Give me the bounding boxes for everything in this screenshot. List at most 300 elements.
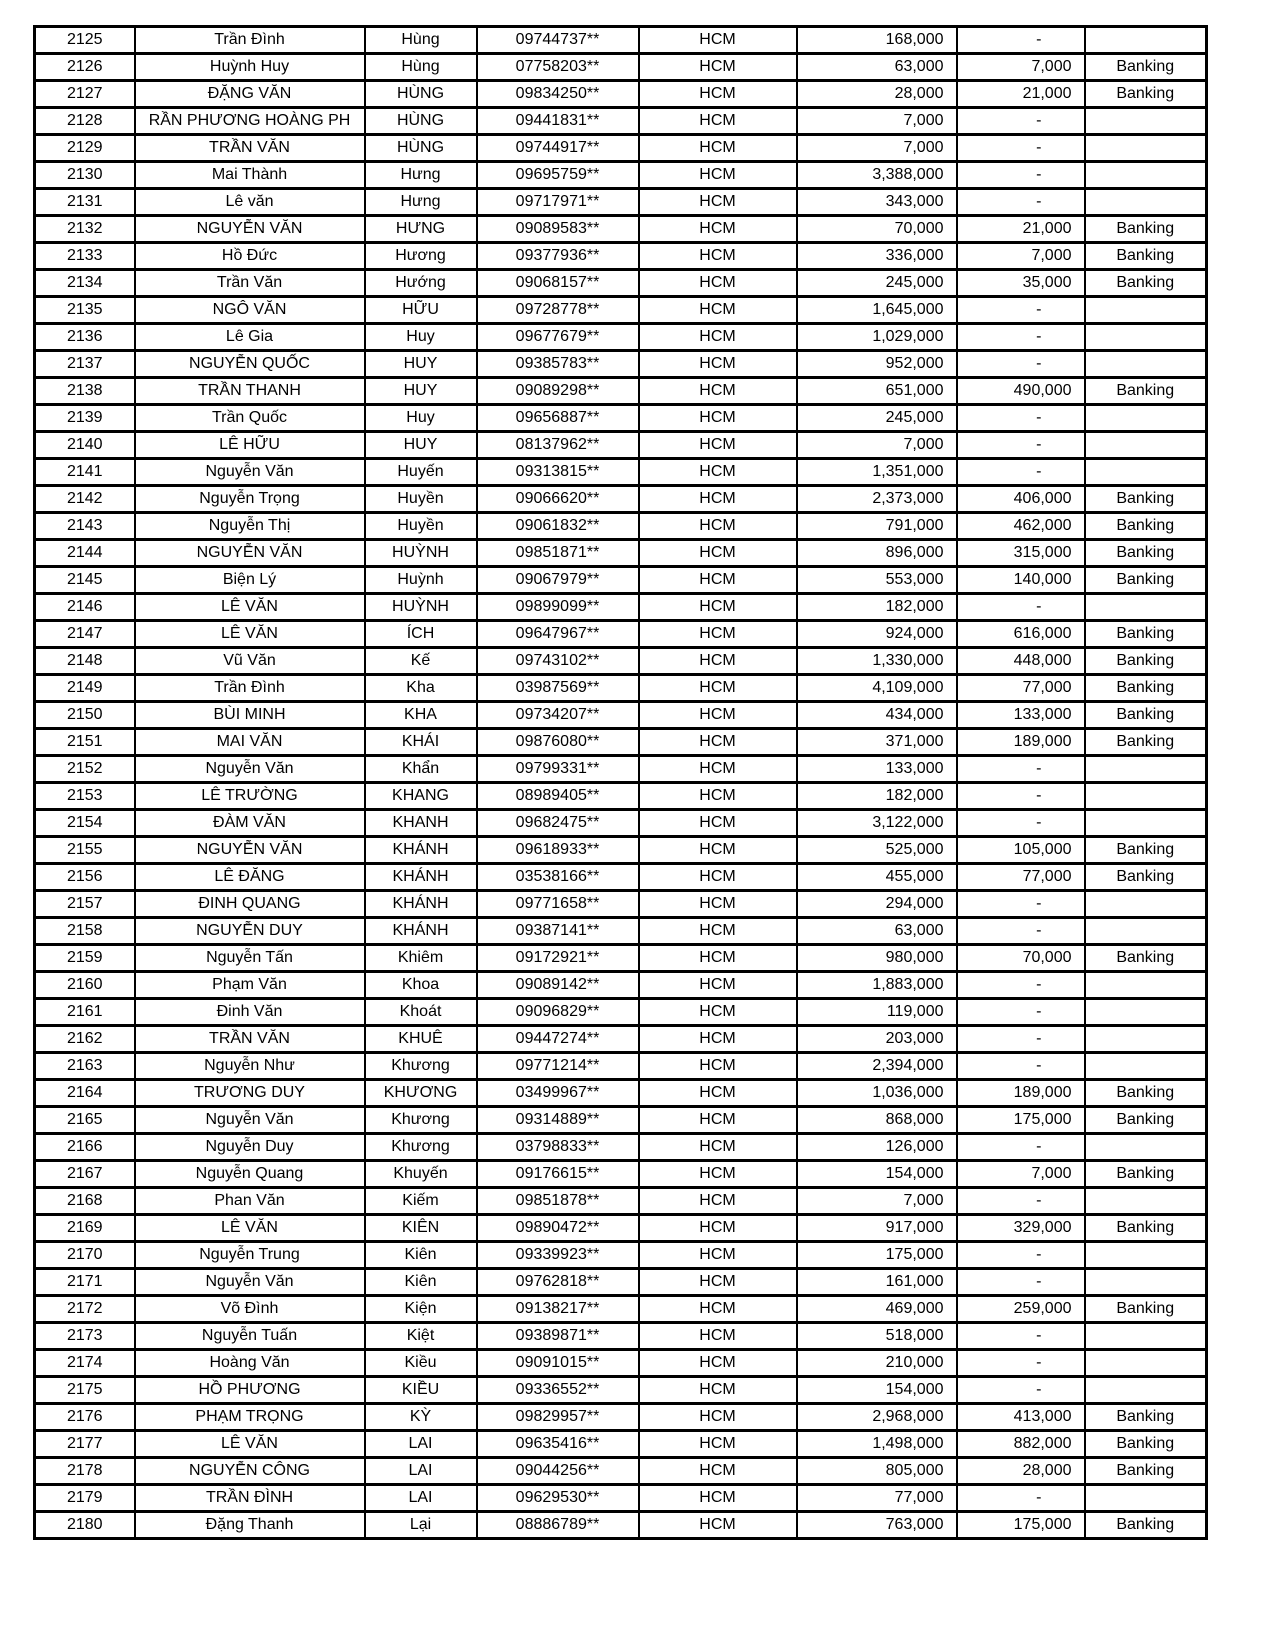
cell-last-name: HÙNG — [365, 81, 477, 108]
cell-city: HCM — [639, 945, 797, 972]
table-row — [35, 729, 1207, 756]
cell-first-name: ĐẶNG VĂN — [135, 81, 365, 108]
cell-phone: 09389871** — [477, 1323, 639, 1350]
cell-first-name: Lê văn — [135, 189, 365, 216]
cell-phone: 09728778** — [477, 297, 639, 324]
cell-amount-1: 182,000 — [797, 594, 957, 621]
cell-amount-1: 1,498,000 — [797, 1431, 957, 1458]
cell-amount-1: 2,394,000 — [797, 1053, 957, 1080]
cell-id: 2128 — [35, 108, 135, 135]
cell-amount-1: 868,000 — [797, 1107, 957, 1134]
cell-payment-method — [1085, 1269, 1207, 1296]
table-row — [35, 108, 1207, 135]
cell-last-name: Khuyến — [365, 1161, 477, 1188]
cell-first-name: LÊ HỮU — [135, 432, 365, 459]
cell-phone: 09068157** — [477, 270, 639, 297]
cell-last-name: HÙNG — [365, 135, 477, 162]
cell-amount-1: 4,109,000 — [797, 675, 957, 702]
table-row — [35, 1512, 1207, 1539]
cell-amount-2: - — [957, 1323, 1085, 1350]
cell-last-name: Kha — [365, 675, 477, 702]
table-row — [35, 1134, 1207, 1161]
cell-payment-method — [1085, 783, 1207, 810]
cell-city: HCM — [639, 891, 797, 918]
cell-city: HCM — [639, 1215, 797, 1242]
cell-phone: 09066620** — [477, 486, 639, 513]
table-body — [35, 27, 1207, 1539]
cell-first-name: Nguyễn Tấn — [135, 945, 365, 972]
cell-payment-method — [1085, 756, 1207, 783]
table-row — [35, 918, 1207, 945]
cell-payment-method: Banking — [1085, 1458, 1207, 1485]
cell-amount-1: 7,000 — [797, 1188, 957, 1215]
table-row — [35, 459, 1207, 486]
cell-payment-method: Banking — [1085, 567, 1207, 594]
table-row — [35, 1323, 1207, 1350]
cell-amount-2: 175,000 — [957, 1512, 1085, 1539]
table-row — [35, 540, 1207, 567]
cell-amount-2: - — [957, 1350, 1085, 1377]
cell-last-name: Hùng — [365, 27, 477, 54]
cell-phone: 09096829** — [477, 999, 639, 1026]
cell-city: HCM — [639, 243, 797, 270]
cell-city: HCM — [639, 378, 797, 405]
cell-city: HCM — [639, 351, 797, 378]
cell-last-name: KHƯƠNG — [365, 1080, 477, 1107]
cell-id: 2173 — [35, 1323, 135, 1350]
cell-id: 2165 — [35, 1107, 135, 1134]
cell-first-name: NGÔ VĂN — [135, 297, 365, 324]
cell-first-name: Phạm Văn — [135, 972, 365, 999]
cell-last-name: KỲ — [365, 1404, 477, 1431]
cell-last-name: HUỲNH — [365, 594, 477, 621]
cell-last-name: Khương — [365, 1053, 477, 1080]
cell-id: 2170 — [35, 1242, 135, 1269]
cell-phone: 09890472** — [477, 1215, 639, 1242]
cell-last-name: Huỳnh — [365, 567, 477, 594]
cell-id: 2137 — [35, 351, 135, 378]
table-row — [35, 864, 1207, 891]
cell-amount-1: 952,000 — [797, 351, 957, 378]
cell-payment-method — [1085, 594, 1207, 621]
cell-phone: 09744737** — [477, 27, 639, 54]
cell-payment-method: Banking — [1085, 243, 1207, 270]
cell-amount-2: 21,000 — [957, 81, 1085, 108]
cell-city: HCM — [639, 189, 797, 216]
table-row — [35, 351, 1207, 378]
cell-amount-1: 154,000 — [797, 1377, 957, 1404]
cell-city: HCM — [639, 486, 797, 513]
cell-phone: 03538166** — [477, 864, 639, 891]
cell-amount-1: 2,968,000 — [797, 1404, 957, 1431]
table-row — [35, 1188, 1207, 1215]
cell-amount-1: 336,000 — [797, 243, 957, 270]
cell-last-name: LAI — [365, 1458, 477, 1485]
cell-payment-method: Banking — [1085, 1404, 1207, 1431]
cell-amount-2: 462,000 — [957, 513, 1085, 540]
cell-amount-2: 448,000 — [957, 648, 1085, 675]
cell-last-name: KHÁNH — [365, 918, 477, 945]
cell-amount-1: 1,036,000 — [797, 1080, 957, 1107]
cell-id: 2174 — [35, 1350, 135, 1377]
cell-payment-method — [1085, 297, 1207, 324]
cell-id: 2145 — [35, 567, 135, 594]
cell-city: HCM — [639, 999, 797, 1026]
cell-amount-2: 329,000 — [957, 1215, 1085, 1242]
table-row — [35, 837, 1207, 864]
cell-phone: 09717971** — [477, 189, 639, 216]
cell-amount-2: 105,000 — [957, 837, 1085, 864]
cell-last-name: Kế — [365, 648, 477, 675]
cell-last-name: Kiên — [365, 1242, 477, 1269]
cell-city: HCM — [639, 594, 797, 621]
cell-payment-method: Banking — [1085, 1431, 1207, 1458]
table-row — [35, 1080, 1207, 1107]
cell-phone: 09387141** — [477, 918, 639, 945]
cell-last-name: HÙNG — [365, 108, 477, 135]
cell-amount-1: 294,000 — [797, 891, 957, 918]
cell-amount-1: 126,000 — [797, 1134, 957, 1161]
cell-payment-method: Banking — [1085, 1296, 1207, 1323]
cell-city: HCM — [639, 621, 797, 648]
cell-last-name: Huyền — [365, 513, 477, 540]
cell-first-name: NGUYỄN VĂN — [135, 837, 365, 864]
cell-first-name: TRẦN ĐÌNH — [135, 1485, 365, 1512]
cell-payment-method — [1085, 1188, 1207, 1215]
cell-id: 2168 — [35, 1188, 135, 1215]
cell-first-name: LÊ VĂN — [135, 621, 365, 648]
cell-id: 2155 — [35, 837, 135, 864]
cell-first-name: HỒ PHƯƠNG — [135, 1377, 365, 1404]
cell-amount-1: 3,388,000 — [797, 162, 957, 189]
cell-city: HCM — [639, 702, 797, 729]
cell-amount-1: 63,000 — [797, 918, 957, 945]
cell-amount-1: 651,000 — [797, 378, 957, 405]
cell-amount-2: - — [957, 1377, 1085, 1404]
cell-phone: 09677679** — [477, 324, 639, 351]
cell-id: 2180 — [35, 1512, 135, 1539]
cell-amount-2: - — [957, 405, 1085, 432]
cell-payment-method: Banking — [1085, 1080, 1207, 1107]
cell-first-name: Nguyễn Văn — [135, 756, 365, 783]
cell-last-name: HUY — [365, 432, 477, 459]
cell-last-name: KHA — [365, 702, 477, 729]
cell-first-name: Mai Thành — [135, 162, 365, 189]
cell-amount-2: 140,000 — [957, 567, 1085, 594]
cell-payment-method: Banking — [1085, 1161, 1207, 1188]
cell-amount-1: 182,000 — [797, 783, 957, 810]
cell-payment-method — [1085, 972, 1207, 999]
cell-id: 2151 — [35, 729, 135, 756]
table-row — [35, 162, 1207, 189]
cell-phone: 09771214** — [477, 1053, 639, 1080]
cell-phone: 09377936** — [477, 243, 639, 270]
cell-phone: 09851878** — [477, 1188, 639, 1215]
cell-id: 2171 — [35, 1269, 135, 1296]
cell-last-name: KHÁI — [365, 729, 477, 756]
cell-payment-method: Banking — [1085, 486, 1207, 513]
table-row — [35, 1404, 1207, 1431]
cell-payment-method: Banking — [1085, 702, 1207, 729]
cell-first-name: Hồ Đức — [135, 243, 365, 270]
table-row — [35, 648, 1207, 675]
table-row — [35, 486, 1207, 513]
cell-phone: 09647967** — [477, 621, 639, 648]
cell-city: HCM — [639, 1242, 797, 1269]
cell-last-name: KHANH — [365, 810, 477, 837]
cell-payment-method: Banking — [1085, 945, 1207, 972]
cell-amount-1: 119,000 — [797, 999, 957, 1026]
cell-last-name: HUY — [365, 351, 477, 378]
cell-last-name: Hương — [365, 243, 477, 270]
cell-last-name: LAI — [365, 1485, 477, 1512]
cell-city: HCM — [639, 27, 797, 54]
cell-last-name: Hướng — [365, 270, 477, 297]
cell-amount-2: 133,000 — [957, 702, 1085, 729]
cell-last-name: Kiên — [365, 1269, 477, 1296]
cell-amount-1: 70,000 — [797, 216, 957, 243]
cell-amount-2: - — [957, 999, 1085, 1026]
cell-amount-2: - — [957, 1188, 1085, 1215]
cell-id: 2172 — [35, 1296, 135, 1323]
table-row — [35, 243, 1207, 270]
cell-first-name: Nguyễn Văn — [135, 1107, 365, 1134]
cell-phone: 09799331** — [477, 756, 639, 783]
cell-payment-method: Banking — [1085, 1215, 1207, 1242]
cell-first-name: LÊ VĂN — [135, 1431, 365, 1458]
cell-city: HCM — [639, 864, 797, 891]
cell-amount-1: 245,000 — [797, 270, 957, 297]
cell-id: 2130 — [35, 162, 135, 189]
cell-amount-1: 1,883,000 — [797, 972, 957, 999]
cell-amount-2: 77,000 — [957, 864, 1085, 891]
cell-first-name: LÊ VĂN — [135, 1215, 365, 1242]
cell-last-name: Huyền — [365, 486, 477, 513]
cell-first-name: NGUYỄN VĂN — [135, 216, 365, 243]
cell-phone: 09618933** — [477, 837, 639, 864]
cell-id: 2132 — [35, 216, 135, 243]
cell-id: 2164 — [35, 1080, 135, 1107]
table-row — [35, 378, 1207, 405]
cell-phone: 09441831** — [477, 108, 639, 135]
cell-phone: 03987569** — [477, 675, 639, 702]
cell-phone: 09314889** — [477, 1107, 639, 1134]
cell-payment-method — [1085, 1377, 1207, 1404]
cell-amount-2: - — [957, 459, 1085, 486]
cell-first-name: Lê Gia — [135, 324, 365, 351]
cell-id: 2158 — [35, 918, 135, 945]
cell-amount-2: - — [957, 1026, 1085, 1053]
cell-last-name: Khoa — [365, 972, 477, 999]
cell-amount-2: 259,000 — [957, 1296, 1085, 1323]
cell-last-name: Khương — [365, 1107, 477, 1134]
cell-amount-1: 1,645,000 — [797, 297, 957, 324]
cell-first-name: Phan Văn — [135, 1188, 365, 1215]
cell-id: 2177 — [35, 1431, 135, 1458]
cell-amount-1: 917,000 — [797, 1215, 957, 1242]
cell-first-name: Vũ Văn — [135, 648, 365, 675]
cell-phone: 09089583** — [477, 216, 639, 243]
cell-city: HCM — [639, 1080, 797, 1107]
cell-city: HCM — [639, 459, 797, 486]
cell-last-name: Hùng — [365, 54, 477, 81]
cell-amount-2: - — [957, 27, 1085, 54]
cell-id: 2163 — [35, 1053, 135, 1080]
cell-amount-1: 168,000 — [797, 27, 957, 54]
cell-phone: 09656887** — [477, 405, 639, 432]
cell-city: HCM — [639, 135, 797, 162]
cell-amount-2: 882,000 — [957, 1431, 1085, 1458]
cell-city: HCM — [639, 756, 797, 783]
cell-amount-2: - — [957, 594, 1085, 621]
cell-amount-1: 1,330,000 — [797, 648, 957, 675]
cell-amount-2: - — [957, 108, 1085, 135]
cell-phone: 09067979** — [477, 567, 639, 594]
cell-phone: 09829957** — [477, 1404, 639, 1431]
cell-first-name: Nguyễn Duy — [135, 1134, 365, 1161]
cell-city: HCM — [639, 1323, 797, 1350]
cell-id: 2176 — [35, 1404, 135, 1431]
cell-last-name: HỮU — [365, 297, 477, 324]
cell-city: HCM — [639, 81, 797, 108]
table-row — [35, 972, 1207, 999]
cell-amount-2: 315,000 — [957, 540, 1085, 567]
cell-amount-2: 175,000 — [957, 1107, 1085, 1134]
cell-payment-method — [1085, 108, 1207, 135]
cell-id: 2148 — [35, 648, 135, 675]
cell-amount-1: 7,000 — [797, 135, 957, 162]
cell-phone: 09682475** — [477, 810, 639, 837]
cell-last-name: KHÁNH — [365, 864, 477, 891]
cell-first-name: Trần Văn — [135, 270, 365, 297]
cell-id: 2129 — [35, 135, 135, 162]
cell-amount-1: 763,000 — [797, 1512, 957, 1539]
cell-payment-method: Banking — [1085, 621, 1207, 648]
cell-last-name: KIỀU — [365, 1377, 477, 1404]
cell-city: HCM — [639, 783, 797, 810]
cell-phone: 09313815** — [477, 459, 639, 486]
cell-id: 2126 — [35, 54, 135, 81]
cell-amount-1: 7,000 — [797, 432, 957, 459]
cell-amount-1: 7,000 — [797, 108, 957, 135]
table-row — [35, 945, 1207, 972]
cell-id: 2162 — [35, 1026, 135, 1053]
cell-payment-method: Banking — [1085, 216, 1207, 243]
cell-city: HCM — [639, 405, 797, 432]
customer-table — [33, 25, 1208, 1540]
cell-last-name: HƯNG — [365, 216, 477, 243]
cell-amount-1: 455,000 — [797, 864, 957, 891]
cell-phone: 09336552** — [477, 1377, 639, 1404]
cell-first-name: ĐÀM VĂN — [135, 810, 365, 837]
cell-payment-method — [1085, 891, 1207, 918]
cell-amount-1: 133,000 — [797, 756, 957, 783]
table-row — [35, 189, 1207, 216]
cell-first-name: LÊ VĂN — [135, 594, 365, 621]
cell-id: 2144 — [35, 540, 135, 567]
cell-amount-2: - — [957, 1269, 1085, 1296]
table-row — [35, 1458, 1207, 1485]
cell-amount-1: 518,000 — [797, 1323, 957, 1350]
table-row — [35, 324, 1207, 351]
table-row — [35, 756, 1207, 783]
cell-amount-1: 2,373,000 — [797, 486, 957, 513]
cell-first-name: BÙI MINH — [135, 702, 365, 729]
cell-city: HCM — [639, 1107, 797, 1134]
cell-id: 2135 — [35, 297, 135, 324]
cell-amount-1: 161,000 — [797, 1269, 957, 1296]
cell-amount-2: 7,000 — [957, 243, 1085, 270]
cell-last-name: Hưng — [365, 189, 477, 216]
cell-amount-1: 1,351,000 — [797, 459, 957, 486]
cell-payment-method: Banking — [1085, 81, 1207, 108]
cell-amount-2: 7,000 — [957, 54, 1085, 81]
cell-first-name: NGUYỄN DUY — [135, 918, 365, 945]
cell-amount-2: 413,000 — [957, 1404, 1085, 1431]
cell-first-name: Biện Lý — [135, 567, 365, 594]
cell-payment-method: Banking — [1085, 378, 1207, 405]
cell-phone: 09061832** — [477, 513, 639, 540]
cell-phone: 08989405** — [477, 783, 639, 810]
cell-payment-method — [1085, 1323, 1207, 1350]
cell-city: HCM — [639, 108, 797, 135]
cell-payment-method: Banking — [1085, 648, 1207, 675]
table-row — [35, 594, 1207, 621]
cell-city: HCM — [639, 972, 797, 999]
cell-phone: 03798833** — [477, 1134, 639, 1161]
cell-phone: 09876080** — [477, 729, 639, 756]
cell-first-name: NGUYỄN CÔNG — [135, 1458, 365, 1485]
cell-payment-method: Banking — [1085, 864, 1207, 891]
cell-last-name: Huy — [365, 405, 477, 432]
cell-id: 2157 — [35, 891, 135, 918]
cell-city: HCM — [639, 162, 797, 189]
cell-amount-2: 28,000 — [957, 1458, 1085, 1485]
cell-amount-2: 189,000 — [957, 1080, 1085, 1107]
cell-amount-2: - — [957, 351, 1085, 378]
cell-phone: 09176615** — [477, 1161, 639, 1188]
cell-id: 2154 — [35, 810, 135, 837]
table-row — [35, 1485, 1207, 1512]
cell-amount-1: 3,122,000 — [797, 810, 957, 837]
cell-phone: 09172921** — [477, 945, 639, 972]
cell-amount-1: 805,000 — [797, 1458, 957, 1485]
cell-amount-2: - — [957, 1242, 1085, 1269]
cell-amount-1: 791,000 — [797, 513, 957, 540]
cell-amount-2: - — [957, 1134, 1085, 1161]
cell-amount-1: 63,000 — [797, 54, 957, 81]
cell-amount-2: - — [957, 432, 1085, 459]
cell-first-name: Đặng Thanh — [135, 1512, 365, 1539]
cell-payment-method: Banking — [1085, 729, 1207, 756]
table-row — [35, 432, 1207, 459]
cell-last-name: Khoát — [365, 999, 477, 1026]
cell-last-name: Hưng — [365, 162, 477, 189]
cell-id: 2142 — [35, 486, 135, 513]
cell-city: HCM — [639, 918, 797, 945]
cell-first-name: Trần Quốc — [135, 405, 365, 432]
table-row — [35, 513, 1207, 540]
cell-id: 2133 — [35, 243, 135, 270]
table-row — [35, 1269, 1207, 1296]
cell-phone: 07758203** — [477, 54, 639, 81]
cell-last-name: KHANG — [365, 783, 477, 810]
cell-city: HCM — [639, 837, 797, 864]
cell-last-name: Kiều — [365, 1350, 477, 1377]
cell-payment-method — [1085, 999, 1207, 1026]
cell-amount-2: - — [957, 918, 1085, 945]
cell-id: 2153 — [35, 783, 135, 810]
